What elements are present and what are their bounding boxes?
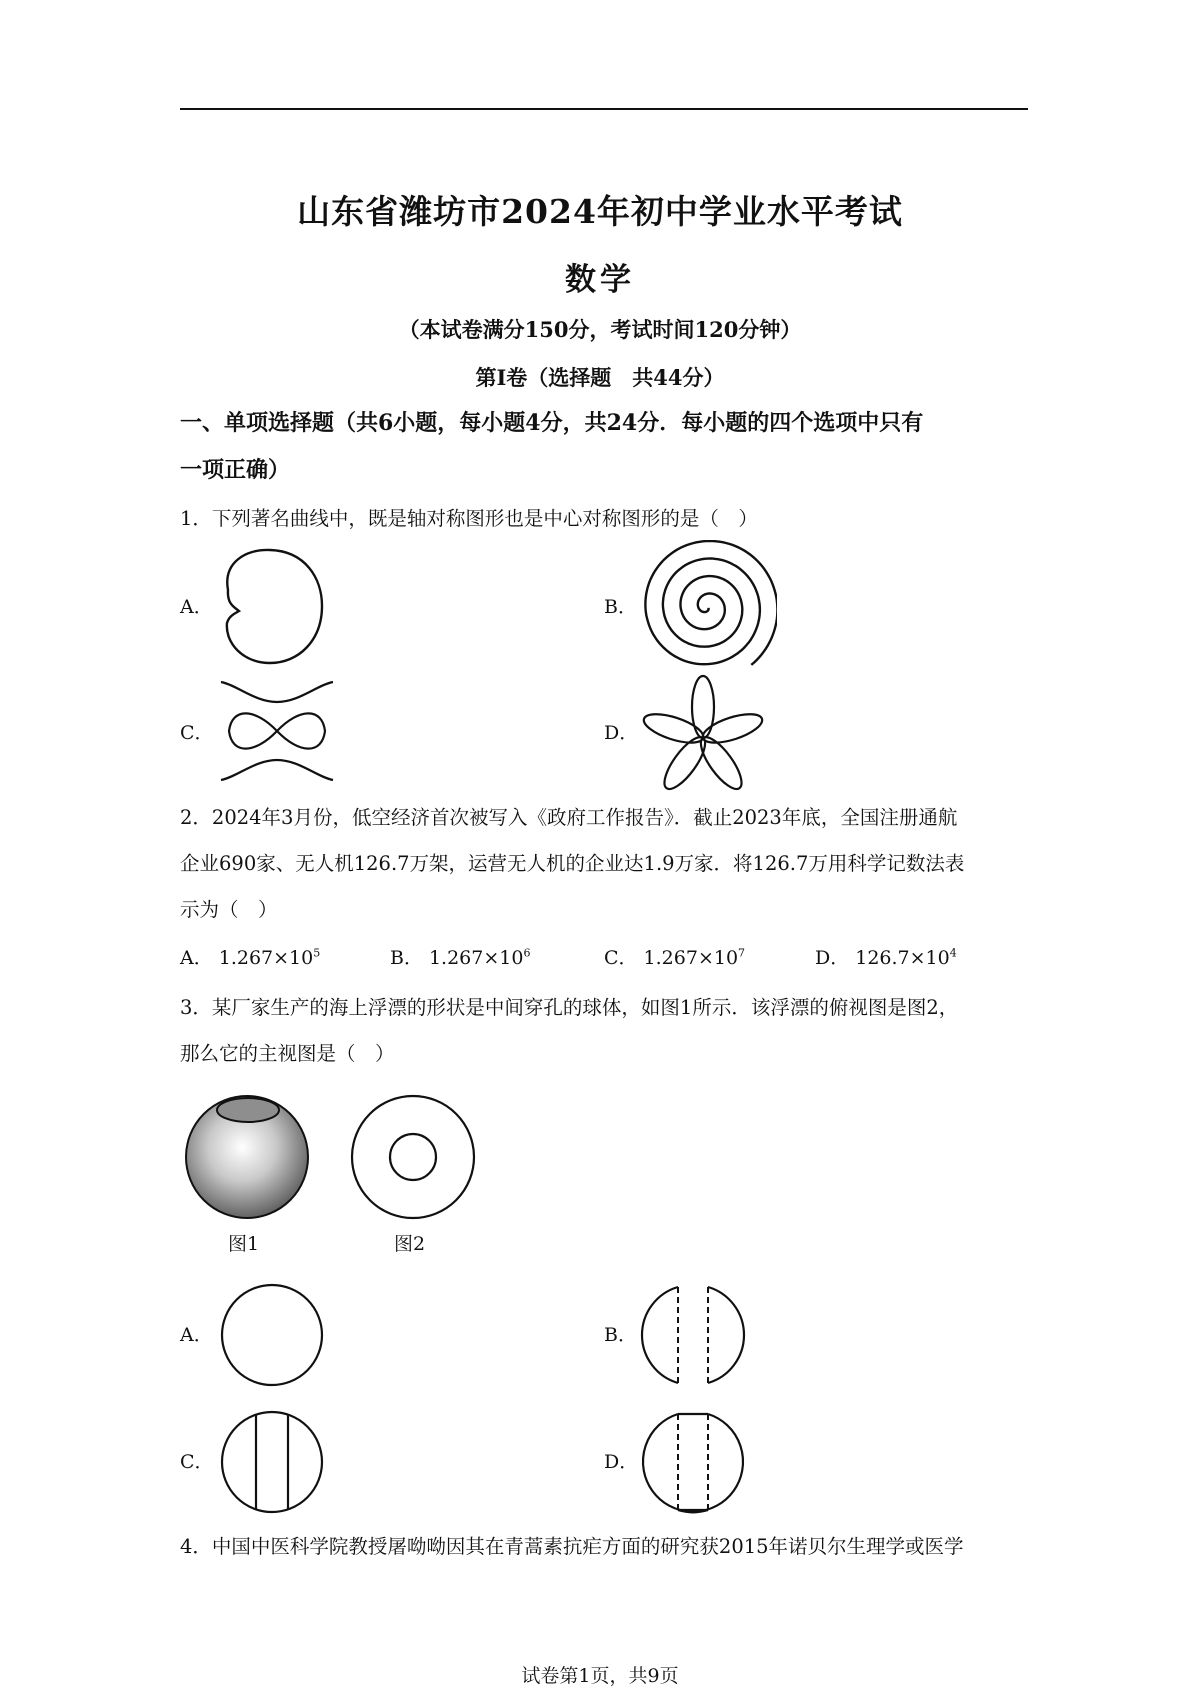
q2-option-b-label: B． <box>390 947 423 969</box>
q2-option-c-label: C． <box>604 947 638 969</box>
q2-line3: 示为（ ） <box>180 898 278 921</box>
q1-stem: 1．下列著名曲线中，既是轴对称图形也是中心对称图形的是（ ） <box>180 507 758 530</box>
cardioid-figure <box>215 543 330 668</box>
top-view-figure <box>346 1090 481 1225</box>
q3-option-a-label: A． <box>180 1324 213 1346</box>
fig1-caption: 图1 <box>228 1233 260 1255</box>
q2-line2: 企业690家、无人机126.7万架，运营无人机的企业达1.9万家．将126.7万用科学记数法表 <box>180 852 965 875</box>
front-view-option-a <box>217 1280 327 1390</box>
q3-option-d-label: D． <box>604 1451 639 1473</box>
q1-option-d-label: D． <box>604 722 639 744</box>
q1-option-b-label: B． <box>604 596 637 618</box>
q1-option-a-label: A． <box>180 596 213 618</box>
rose-curve-figure <box>637 670 767 792</box>
q2-option-a-exp: 5 <box>313 946 321 960</box>
q2-line1: 2．2024年3月份，低空经济首次被写入《政府工作报告》．截止2023年底，全国注册通航 <box>180 806 958 829</box>
q3-option-b-label: B． <box>604 1324 637 1346</box>
volume-title: 第Ⅰ卷（选择题 共44分） <box>475 365 725 390</box>
header-rule <box>180 108 1028 110</box>
page-footer: 试卷第1页，共9页 <box>521 1665 679 1687</box>
lemniscate-figure <box>215 680 340 782</box>
score-info: （本试卷满分150分，考试时间120分钟） <box>398 317 802 342</box>
q2-option-a-base: 1.267×10 <box>218 947 314 969</box>
q3-option-c-label: C． <box>180 1451 214 1473</box>
q2-option-a-label: A． <box>180 947 213 969</box>
q2-option-d-exp: 4 <box>949 946 957 960</box>
q2-option-c-base: 1.267×10 <box>643 947 739 969</box>
q2-option-c-exp: 7 <box>738 946 746 960</box>
section-heading <box>180 400 1028 494</box>
q4-line1: 4．中国中医科学院教授屠呦呦因其在青蒿素抗疟方面的研究获2015年诺贝尔生理学或医学 <box>180 1535 964 1558</box>
front-view-option-b <box>638 1280 748 1390</box>
section-heading-line2: 一项正确） <box>180 457 291 483</box>
spiral-figure <box>637 540 777 674</box>
front-view-option-d <box>638 1407 748 1517</box>
section-heading-line1: 一、单项选择题（共6小题，每小题4分，共24分．每小题的四个选项中只有 <box>180 410 924 436</box>
subject-title: 数学 <box>565 262 635 298</box>
exam-title: 山东省潍坊市2024年初中学业水平考试 <box>297 192 903 231</box>
fig2-caption: 图2 <box>394 1233 426 1255</box>
q2-option-c <box>604 943 745 970</box>
q2-option-d-label: D． <box>815 947 850 969</box>
q2-option-d-base: 126.7×10 <box>855 947 950 969</box>
q3-line2: 那么它的主视图是（ ） <box>180 1042 395 1065</box>
q2-option-b-exp: 6 <box>523 946 531 960</box>
q1-option-c-label: C． <box>180 722 214 744</box>
q2-option-b-base: 1.267×10 <box>428 947 524 969</box>
q2-option-a <box>180 943 320 970</box>
q2-option-d <box>815 943 957 970</box>
float-sphere-figure <box>180 1090 315 1225</box>
q3-line1: 3．某厂家生产的海上浮漂的形状是中间穿孔的球体，如图1所示．该浮漂的俯视图是图2， <box>180 996 959 1019</box>
front-view-option-c <box>217 1407 327 1517</box>
q2-option-b <box>390 943 530 970</box>
